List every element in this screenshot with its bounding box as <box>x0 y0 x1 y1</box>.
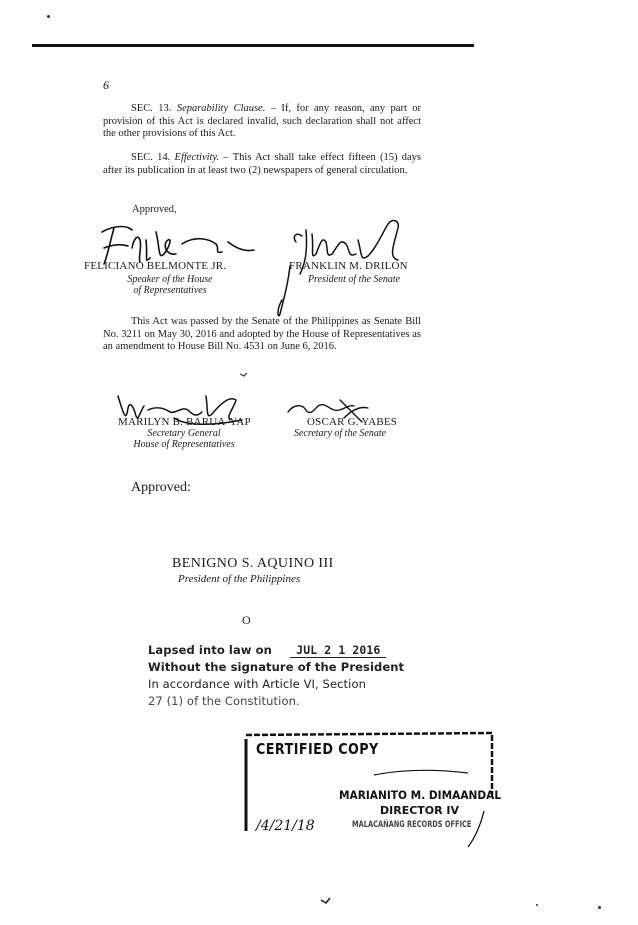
certified-office: MALACAÑANG RECORDS OFFICE <box>352 820 472 830</box>
president-title: President of the Philippines <box>178 573 301 585</box>
certified-copy-heading: CERTIFIED COPY <box>256 740 379 758</box>
section-13 <box>103 103 421 141</box>
house-secretary-name: MARILYN B. BARUA-YAP <box>118 416 251 428</box>
speck-mark <box>47 15 50 18</box>
header-rule <box>32 44 474 47</box>
passage-paragraph <box>103 316 421 354</box>
approved-label: Approved, <box>132 204 177 215</box>
senate-president-title: President of the Senate <box>307 274 401 285</box>
speck-mark-2 <box>598 906 601 909</box>
lapse-stamp-line4: 27 (1) of the Constitution. <box>148 694 300 708</box>
speaker-title-line2: of Representatives <box>133 285 207 296</box>
senate-president-name: FRANKLIN M. DRILON <box>289 260 408 272</box>
president-name: BENIGNO S. AQUINO III <box>172 556 334 571</box>
sec14-label: SEC. 14. <box>131 152 171 163</box>
lapse-stamp-line2: Without the signature of the President <box>148 660 405 674</box>
page-number: 6 <box>103 78 109 92</box>
certified-name: MARIANITO M. DIMAANDAL <box>339 788 502 802</box>
bottom-tick-mark <box>321 897 331 905</box>
section-14 <box>103 152 421 177</box>
speaker-title <box>100 274 240 296</box>
house-secretary-title-line1: Secretary General <box>147 428 221 439</box>
lapse-stamp-line1 <box>148 643 386 657</box>
approved-heading: Approved: <box>131 480 191 495</box>
speaker-title-line1: Speaker of the House <box>127 274 213 285</box>
circle-mark: O <box>242 613 251 627</box>
sec13-title: Separability Clause. <box>176 103 266 114</box>
sec13-label: SEC. 13. <box>131 103 172 114</box>
sec14-text: – This Act shall take effect fifteen (15) days after its publication in at least two (2) newspapers of general circulation. <box>103 152 422 176</box>
house-secretary-title-line2: House of Representatives <box>133 439 235 450</box>
lapse-prefix: Lapsed into law on <box>148 643 272 657</box>
passage-text: This Act was passed by the Senate of the Philippines as Senate Bill No. 3211 on May 30, 2016 and adopted by the House of Representatives as an amendment to House Bill No. 4531 on June 6, 2016. <box>103 316 421 353</box>
sec14-title: Effectivity. <box>174 152 220 163</box>
certified-position: DIRECTOR IV <box>380 804 460 817</box>
sec13-text: – If, for any reason, any part or provision of this Act is declared invalid, such declaration shall not affect the other provisions of this Act. <box>103 103 422 140</box>
speaker-name: FELICIANO BELMONTE JR. <box>84 260 227 272</box>
senate-secretary-name: OSCAR G. YABES <box>307 416 398 428</box>
senate-secretary-title: Secretary of the Senate <box>293 428 387 439</box>
lapse-date: JUL 2 1 2016 <box>290 643 386 658</box>
house-secretary-title <box>120 428 248 450</box>
certified-initials: /4/21/18 <box>256 818 315 834</box>
tick-mark <box>240 372 248 378</box>
speck-mark-3 <box>536 904 538 906</box>
lapse-stamp-line3: In accordance with Article VI, Section <box>148 677 366 691</box>
